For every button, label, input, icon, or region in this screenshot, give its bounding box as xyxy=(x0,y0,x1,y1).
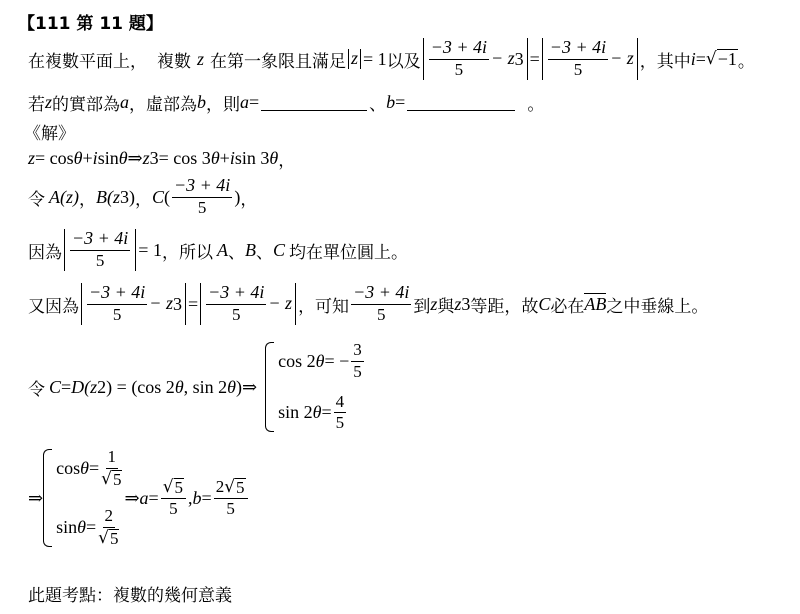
problem-text: 以及 xyxy=(386,51,421,72)
equation-system-2theta: cos 2 θ = − $\frac{3}{5}$ sin 2 θ = $\frac{4}{5}$ xyxy=(265,341,366,433)
problem-text: 在第一象限且滿足 xyxy=(210,51,347,72)
solution-step-6: ⇒ cos θ = 1 √ 5 sin θ = 2 √ 5 ⇒ a = √ 5 5 , b = 2 √ 5 5 xyxy=(28,448,250,548)
answer-blank-a xyxy=(261,94,367,111)
math-eq: = 1 xyxy=(363,48,387,69)
math-var-i: i xyxy=(690,48,696,69)
math-eq: = xyxy=(695,48,706,69)
math-var-a: a xyxy=(120,91,130,112)
problem-text: 在複數平面上， xyxy=(28,51,147,72)
abs-expression-1: $\frac{-3 + 4i}{5}$ − z 3 xyxy=(423,38,528,79)
topic-note: 此題考點：複數的幾何意義 xyxy=(28,585,232,606)
solution-step-1: z = cos θ + i sin θ ⇒ z 3 = cos 3 θ + i sin 3 θ ， xyxy=(28,147,296,171)
problem-text: 。 xyxy=(737,51,755,72)
abs-expression-2: $\frac{-3 + 4i}{5}$ − z xyxy=(542,38,638,79)
solution-step-2: 令 A (z) ， B (z 3 ) ， C ( $\frac{-3 + 4i}{5}$ ) ， xyxy=(28,175,258,218)
segment-ab: AB xyxy=(584,294,607,314)
math-var-b: b xyxy=(197,91,207,112)
problem-header: 【111 第 11 題】 xyxy=(18,14,163,34)
math-eq: = xyxy=(529,48,540,69)
problem-text: ，其中 xyxy=(639,51,691,72)
equation-system-theta: cos θ = 1 √ 5 sin θ = 2 √ 5 xyxy=(43,448,124,548)
solution-step-3: 因為 $\frac{-3 + 4i}{5}$ = 1 ，所以 A 、 B 、 C 均在單位圓上。 xyxy=(28,228,408,271)
problem-statement-line-2: 若 z 的實部為 a ，虛部為 b ，則 a = 、 b = 。 xyxy=(28,91,545,115)
math-var-z: z xyxy=(45,91,53,112)
abs-z: z xyxy=(348,49,361,69)
sqrt-minus-one: √ −1 xyxy=(705,49,737,70)
problem-text: 複數 xyxy=(157,51,191,72)
answer-blank-b xyxy=(407,94,515,111)
solution-header: 《解》 xyxy=(24,123,75,144)
math-var-z: z xyxy=(197,48,205,69)
solution-step-4: 又因為 $\frac{-3 + 4i}{5}$ − z 3 = $\frac{-3 + 4i}{5}$ − z ，可知 $\frac{-3 + 4i}{5}$ 到 z 與 z 3 等距，故 C 必在 AB 之中垂線上。 xyxy=(28,282,709,325)
problem-statement-line-1 xyxy=(28,38,755,80)
solution-step-5: 令 C = D (z 2 ) = (cos 2 θ , sin 2 θ ) ⇒ cos 2 θ = − $\frac{3}{5}$ sin 2 θ = $\frac{4}{5}$ xyxy=(28,340,366,434)
